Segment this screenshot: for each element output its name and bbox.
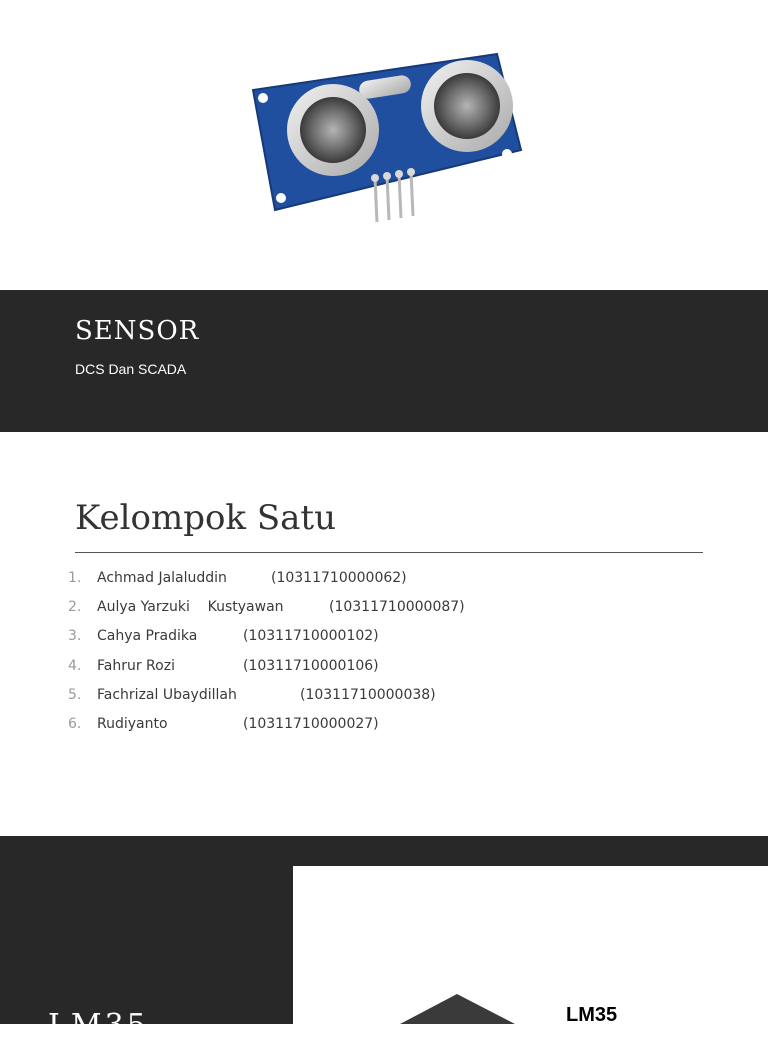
member-name: Rudiyanto bbox=[97, 715, 168, 732]
ultrasonic-sensor-icon bbox=[245, 50, 530, 230]
member-name: Aulya Yarzuki Kustyawan bbox=[97, 599, 284, 616]
slide-3-image-area bbox=[293, 866, 768, 1024]
slide-subtitle: DCS Dan SCADA bbox=[75, 361, 187, 377]
title-divider bbox=[75, 552, 703, 553]
list-number: 1. bbox=[68, 570, 82, 586]
member-name: Achmad Jalaluddin bbox=[97, 570, 227, 586]
slide-1-image-area bbox=[0, 0, 768, 290]
member-nim: (10311710000087) bbox=[329, 599, 465, 616]
member-nim: (10311710000106) bbox=[243, 657, 379, 674]
member-nim: (10311710000038) bbox=[300, 686, 436, 703]
member-name: Cahya Pradika bbox=[97, 628, 198, 645]
slide-3-dark-panel bbox=[0, 866, 293, 1024]
slide-3-top-strip bbox=[0, 836, 768, 866]
slide-title: SENSOR bbox=[75, 316, 200, 346]
chip-label: LM35 bbox=[566, 1004, 618, 1026]
list-number: 5. bbox=[68, 686, 82, 703]
list-number: 6. bbox=[68, 715, 82, 732]
member-nim: (10311710000027) bbox=[243, 715, 379, 732]
list-number: 3. bbox=[68, 628, 82, 645]
group-title: Kelompok Satu bbox=[75, 498, 336, 538]
lm35-chip-icon bbox=[400, 994, 515, 1024]
member-nim: (10311710000062) bbox=[271, 570, 407, 586]
member-name: Fachrizal Ubaydillah bbox=[97, 686, 237, 703]
list-number: 4. bbox=[68, 657, 82, 674]
slide-3-title: LM35 bbox=[48, 1008, 149, 1043]
member-name: Fahrur Rozi bbox=[97, 657, 175, 674]
member-nim: (10311710000102) bbox=[243, 628, 379, 645]
list-number: 2. bbox=[68, 599, 82, 616]
